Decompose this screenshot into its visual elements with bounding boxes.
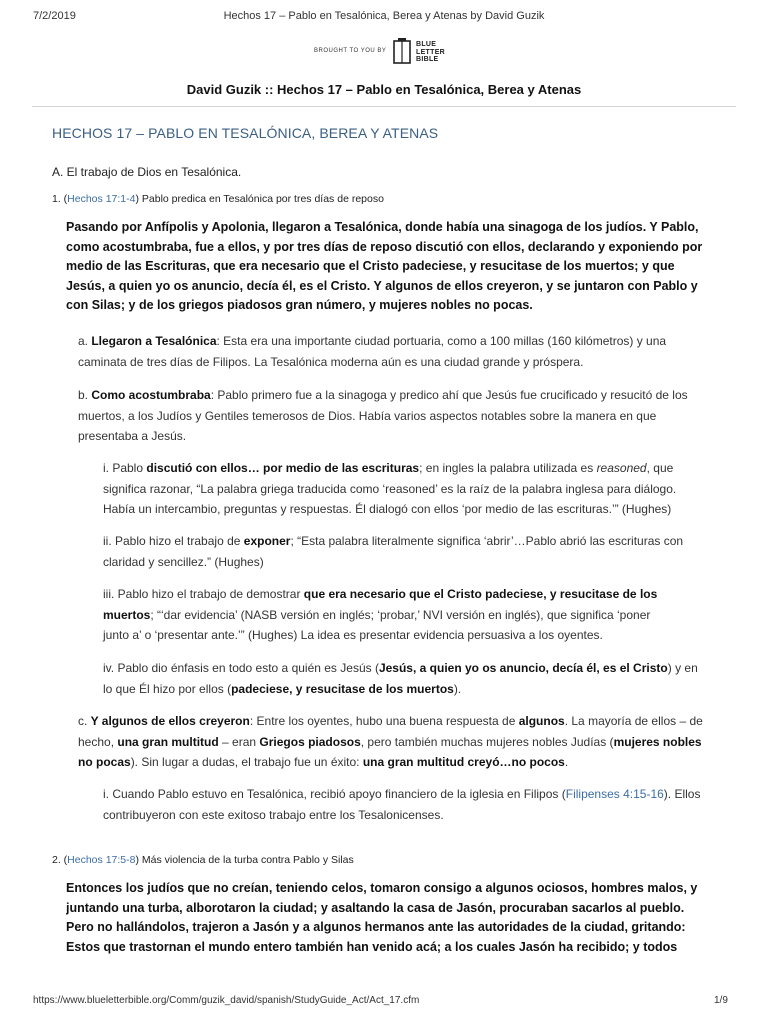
note-b-iv-bold-2: padeciese, y resucitase de los muertos (231, 681, 454, 696)
note-a (78, 331, 718, 372)
note-c-bold-2: algunos (518, 714, 565, 728)
note-a-bold: Llegaron a Tesalónica (91, 334, 217, 348)
book-icon (392, 38, 412, 66)
logo-line-1: BLUE (416, 41, 437, 48)
section-a-heading: A. El trabajo de Dios en Tesalónica. (52, 165, 242, 179)
note-c-i-text-1: i. Cuando Pablo estuvo en Tesalónica, recibió apoyo financiero de la iglesia en Filipos ( (103, 787, 566, 801)
note-b-bold: Como acostumbraba (91, 388, 211, 402)
note-c-bold-3: una gran multitud (117, 734, 219, 749)
brought-by-text: BROUGHT TO YOU BY (314, 48, 387, 54)
note-b-iv-text-1: iv. Pablo dio énfasis en todo esto a quién es Jesús ( (103, 661, 379, 675)
note-b-text: : Pablo primero fue a la sinagoga y predico ahí que Jesús fue crucificado y resucitó de los muertos, a los Judíos y Gentiles temerosos de Dios. Había varios aspectos notables sobre la manera en que presentaba a Jesús. (78, 388, 688, 443)
note-c-bold-4: Griegos piadosos (259, 734, 361, 749)
note-b-ii-text-2: ; “Esta palabra literalmente significa ‘abrir’…Pablo abrió las escrituras con claridad y sencillez.” (Hughes) (103, 534, 684, 569)
footer-url: https://www.blueletterbible.org/Comm/guzik_david/spanish/StudyGuide_Act/Act_17.cfm (33, 995, 420, 1006)
note-b-iv-text-2: ) y en lo que Él hizo por ellos ( (103, 661, 698, 696)
note-b-i-bold: discutió con ellos… por medio de las escrituras (146, 461, 420, 475)
note-b-ii-bold: exponer (243, 534, 291, 548)
note-c-i-ref-link[interactable]: Filipenses 4:15-16 (565, 787, 664, 801)
chapter-heading: HECHOS 17 – PABLO EN TESALÓNICA, BEREA Y ATENAS (52, 125, 439, 141)
note-b (78, 385, 708, 447)
scripture-passage-2: Entonces los judíos que no creían, teniendo celos, tomaron consigo a algunos ociosos, hombres malos, y juntando una turba, alborotaron la ciudad; y asaltando la casa de Jasón, procuraban sacarlos al pueblo. Pero no hallándolos, trajeron a Jasón y a algunos hermanos ante las autoridades de la ciudad, gritando: Estos que trastornan el mundo entero también han venido acá; a los cuales Jasón ha recibido; y todos (66, 881, 698, 954)
note-b-label: b. (78, 388, 92, 402)
note-b-iv (103, 658, 703, 699)
note-c-text-1: : Entre los oyentes, hubo una buena respuesta de (249, 714, 519, 728)
print-title: Hechos 17 – Pablo en Tesalónica, Berea y Atenas by David Guzik (223, 10, 545, 22)
logo-line-2: LETTER (416, 48, 446, 56)
logo-line-3: BIBLE (416, 56, 439, 63)
note-c-bold-5: mujeres nobles no pocas (78, 734, 702, 769)
point-2-num: 2. ( (52, 854, 68, 866)
note-b-iii (103, 584, 677, 646)
note-b-ii-text-1: ii. Pablo hizo el trabajo de (103, 534, 244, 548)
note-b-i-text-1: i. Pablo (103, 461, 147, 475)
note-b-ii (103, 531, 706, 572)
note-c (78, 711, 718, 773)
note-b-iv-text-3: ). (453, 681, 462, 696)
point-1-title: ) Pablo predica en Tesalónica por tres días de reposo (135, 193, 384, 205)
point-1-heading (52, 193, 384, 205)
point-2-heading (52, 854, 354, 866)
note-b-iii-text-1: iii. Pablo hizo el trabajo de demostrar (103, 587, 304, 601)
note-b-i-text-2: ; en ingles la palabra utilizada es (419, 461, 597, 475)
note-c-text-2: . La mayoría de ellos – de hecho, (78, 714, 703, 749)
note-a-text: : Esta era una importante ciudad portuaria, como a 100 millas (160 kilómetros) y una caminata de tres días de Filipos. La Tesalónica moderna aún es una ciudad grande y próspera. (78, 334, 667, 369)
brand-banner[interactable] (314, 38, 464, 78)
scripture-passage-1: Pasando por Anfípolis y Apolonia, llegaron a Tesalónica, donde había una sinagoga de los judíos. Y Pablo, como acostumbraba, fue a ellos, y por tres días de reposo discutió con ellos, declarando y exponiendo por medio de las Escrituras, que era necesario que el Cristo padeciese, y resucitase de los muertos; y que Jesús, a quien yo os anuncio, decía él, es el Cristo. Y algunos de ellos creyeron, y se juntaron con Pablo y con Silas; y de los griegos piadosos gran número, y mujeres nobles no pocas. (66, 220, 703, 312)
note-b-i-italic: reasoned (596, 461, 647, 475)
point-1-ref-link[interactable]: Hechos 17:1-4 (67, 193, 136, 205)
note-a-label: a. (78, 334, 92, 348)
page-title: David Guzik :: Hechos 17 – Pablo en Tesalónica, Berea y Atenas (186, 82, 582, 97)
print-date: 7/2/2019 (33, 10, 76, 22)
note-b-iv-bold-1: Jesús, a quien yo os anuncio, decía él, es el Cristo (378, 661, 668, 675)
page-number: 1/9 (714, 995, 728, 1006)
note-c-i-text-2: ). Ellos contribuyeron con este exitoso trabajo entre los Tesalonicenses. (103, 787, 701, 822)
point-1-num: 1. ( (52, 193, 68, 205)
note-b-i-text-3: , que significa razonar, “La palabra griega traducida como ‘reasoned’ es la raíz de la palabra inglesa para diálogo. Había un intercambio, preguntas y respuestas. Él dialogó con ellos ‘por medio de las escrituras.’” (Hughes) (103, 461, 677, 516)
note-c-text-4: , pero también muchas mujeres nobles Judías ( (360, 734, 614, 749)
point-2-ref-link[interactable]: Hechos 17:5-8 (67, 854, 136, 866)
note-c-i (103, 784, 703, 825)
note-b-i (103, 458, 706, 520)
title-divider (32, 106, 736, 107)
point-2-title: ) Más violencia de la turba contra Pablo y Silas (135, 854, 354, 866)
note-c-text-3: – eran (218, 734, 260, 749)
note-c-bold-6: una gran multitud creyó…no pocos (362, 755, 565, 769)
note-c-text-5: ). Sin lugar a dudas, el trabajo fue un éxito: (130, 755, 363, 769)
note-b-iii-bold: que era necesario que el Cristo padeciese, y resucitase de los muertos (103, 587, 658, 622)
note-c-bold-1: Y algunos de ellos creyeron (90, 714, 250, 728)
note-c-label: c. (78, 714, 91, 728)
brand-logo-text (416, 41, 445, 64)
note-c-text-6: . (564, 755, 569, 769)
note-b-iii-text-2: ; “‘dar evidencia’ (NASB versión en inglés; ‘probar,’ NVI versión en inglés), que significa ‘poner junto a’ o ‘presentar ante.’” (Hughes) La idea es presentar evidencia persuasiva a los oyentes. (103, 607, 651, 642)
